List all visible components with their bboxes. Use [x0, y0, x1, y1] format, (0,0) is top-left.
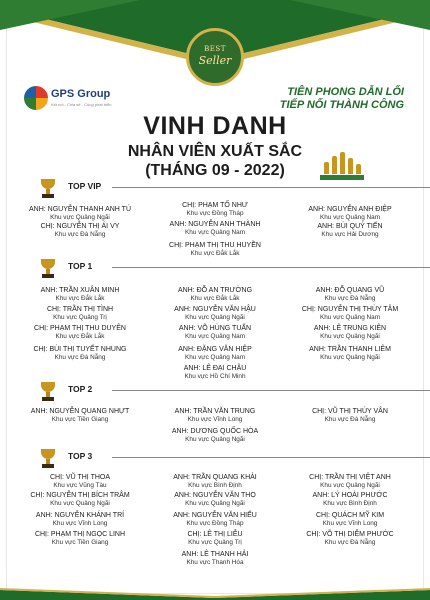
honoree-name: ANH: ĐẶNG VĂN HIỆP	[178, 346, 252, 353]
honoree	[280, 491, 420, 508]
honoree	[10, 530, 150, 547]
honoree-region: Khu vực Quảng Ngãi	[320, 333, 380, 340]
honoree-name: CHỊ: PHẠM THỊ NGỌC LINH	[34, 531, 126, 538]
honoree-name: ANH: LÊ THANH HẢI	[181, 551, 249, 558]
honoree-region: Khu vực Đắk Lắk	[55, 295, 105, 302]
honoree	[280, 345, 420, 362]
honoree-name: ANH: NGUYỄN THANH ANH TÚ	[28, 206, 132, 213]
honoree	[10, 345, 150, 362]
honoree	[145, 286, 285, 303]
honoree-region: Khu vực Thanh Hóa	[186, 559, 244, 566]
honoree-region: Khu vực Quảng Ngãi	[50, 214, 110, 221]
trophy-icon	[38, 178, 58, 200]
honoree-name: ANH: LÊ TRUNG KIÊN	[313, 325, 387, 332]
honoree-region: Khu vực Vĩnh Long	[322, 520, 378, 527]
honoree-region: Khu vực Quảng Ngãi	[185, 436, 245, 443]
honoree-region: Khu vực Đắk Lắk	[190, 295, 240, 302]
honoree	[280, 530, 420, 547]
logo-icon	[24, 86, 48, 110]
honoree-region: Khu vực Quảng Nam	[184, 333, 246, 340]
honoree-name: CHỊ: NGUYỄN THỊ BÍCH TRÂM	[30, 492, 130, 499]
honoree-region: Khu vực Quảng Nam	[184, 354, 246, 361]
honoree-name: ANH: LÊ ĐẠI CHÂU	[183, 365, 247, 372]
badge-line1: BEST	[204, 45, 226, 53]
honoree	[280, 305, 420, 322]
honoree-region: Khu vực Đà Nẵng	[324, 416, 376, 423]
honoree	[280, 407, 420, 424]
honoree-name: ANH: NGUYỄN VĂN HIẾU	[173, 512, 257, 519]
section-divider	[112, 457, 430, 458]
honoree-name: CHỊ: QUÁCH MỸ KIM	[315, 512, 385, 519]
page-period: (THÁNG 09 - 2022)	[145, 162, 285, 179]
honoree-name: ANH: TRẦN QUANG KHẢI	[173, 474, 257, 481]
section-label: TOP VIP	[68, 181, 102, 191]
honoree-name: ANH: NGUYỄN ANH ĐIỆP	[308, 206, 392, 213]
honoree-name: CHỊ: VÕ THỊ DIỄM PHƯỚC	[306, 531, 394, 538]
honoree	[10, 205, 150, 222]
honoree-name: CHỊ: PHẠM THỊ THU DUYÊN	[34, 325, 126, 332]
honoree-region: Khu vực Quảng Ngãi	[185, 500, 245, 507]
honoree	[10, 324, 150, 341]
honoree-name: ANH: NGUYỄN VĂN THỌ	[174, 492, 256, 499]
honoree-name: CHỊ: TRẦN THỊ VIỆT ANH	[309, 474, 391, 481]
page-subtitle: NHÂN VIÊN XUẤT SẮC	[127, 143, 303, 160]
section-label: TOP 3	[68, 451, 93, 461]
honoree-region: Khu vực Bình Định	[188, 482, 242, 489]
honoree	[145, 201, 285, 218]
honoree	[10, 407, 150, 424]
honoree	[280, 324, 420, 341]
honoree-region: Khu vực Quảng Trị	[188, 539, 242, 546]
logo-text: GPS Group	[51, 88, 111, 100]
honoree-region: Khu vực Đắk Lắk	[55, 333, 105, 340]
honoree-region: Khu vực Vũng Tàu	[53, 482, 107, 489]
honoree-name: ANH: TRẦN THANH LIÊM	[309, 346, 391, 353]
honoree-name: ANH: ĐỖ QUANG VŨ	[315, 287, 385, 294]
section-label: TOP 1	[68, 261, 93, 271]
honoree-region: Khu vực Quảng Nam	[184, 229, 246, 236]
honoree-region: Khu vực Tiền Giang	[51, 416, 109, 423]
honoree-name: ANH: LÝ HOÀI PHƯỚC	[312, 492, 388, 499]
honoree	[280, 286, 420, 303]
honoree	[10, 511, 150, 528]
honoree-name: ANH: ĐỖ AN TRƯỜNG	[177, 287, 253, 294]
honoree-name: ANH: TRẦN VĂN TRUNG	[174, 408, 256, 415]
honoree	[10, 491, 150, 508]
page-title: VINH DANH	[143, 112, 287, 140]
honoree-name: CHỊ: PHẠM THỊ THU HUYỀN	[169, 242, 261, 249]
honoree-region: Khu vực Tiền Giang	[51, 539, 109, 546]
honoree-region: Khu vực Quảng Ngãi	[320, 354, 380, 361]
honoree-name: CHỊ: TRẦN THỊ TÌNH	[46, 306, 114, 313]
honoree-region: Khu vực Vĩnh Long	[187, 416, 243, 423]
honoree-name: ANH: TRẦN XUÂN MINH	[40, 287, 120, 294]
honoree	[145, 345, 285, 362]
honoree	[145, 241, 285, 258]
honoree-region: Khu vực Đà Nẵng	[54, 354, 106, 361]
honoree-name: CHỊ: NGUYỄN THỊ ÁI VY	[40, 223, 120, 230]
best-seller-badge	[186, 28, 244, 86]
honoree	[145, 427, 285, 444]
honoree-region: Khu vực Quảng Ngãi	[50, 500, 110, 507]
honoree	[145, 473, 285, 490]
honoree-region: Khu vực Đắk Lắk	[190, 250, 240, 257]
honoree-region: Khu vực Hải Dương	[321, 231, 379, 238]
honoree-region: Khu vực Đà Nẵng	[324, 295, 376, 302]
honoree-region: Khu vực Quảng Ngãi	[320, 482, 380, 489]
trophy-icon	[38, 448, 58, 470]
honoree-name: CHỊ: PHẠM TỐ NHƯ	[182, 202, 248, 209]
honoree	[145, 220, 285, 237]
honoree	[145, 407, 285, 424]
honoree	[10, 222, 150, 239]
honoree-name: CHỊ: NGUYỄN THỊ THÙY TÂM	[301, 306, 399, 313]
honoree-region: Khu vực Đà Nẵng	[54, 231, 106, 238]
honoree-name: ANH: VÕ HÙNG TUẤN	[178, 325, 252, 332]
honoree-name: ANH: DƯƠNG QUỐC HÒA	[171, 428, 259, 435]
bottom-decoration	[0, 586, 430, 600]
honoree	[280, 222, 420, 239]
honoree-name: ANH: BÙI QUÝ TIẾN	[317, 223, 383, 230]
section-divider	[112, 390, 430, 391]
honoree-region: Khu vực Quảng Ngãi	[185, 314, 245, 321]
honoree-name: CHỊ: LÊ THỊ LIỄU	[187, 531, 243, 538]
section-label: TOP 2	[68, 384, 93, 394]
honoree-name: CHỊ: VŨ THỊ THOA	[49, 474, 111, 481]
honoree-region: Khu vực Bình Định	[323, 500, 377, 507]
honoree-name: ANH: NGUYỄN VĂN HẬU	[174, 306, 256, 313]
honoree-name: ANH: NGUYỄN KHÁNH TRÍ	[35, 512, 125, 519]
honoree	[145, 511, 285, 528]
honoree	[145, 530, 285, 547]
company-logo	[24, 86, 114, 112]
honoree-region: Khu vực Quảng Nam	[319, 314, 381, 321]
honoree	[280, 473, 420, 490]
trophy-icon	[38, 381, 58, 403]
honoree-name: CHỊ: VŨ THỊ THÚY VÂN	[312, 408, 388, 415]
honoree	[280, 205, 420, 222]
honoree-region: Khu vực Quảng Trị	[53, 314, 107, 321]
logo-tagline: Kết nối - Chia sẻ - Cùng phát triển	[51, 102, 112, 107]
honoree	[10, 305, 150, 322]
honoree-region: Khu vực Đồng Tháp	[186, 520, 244, 527]
honoree-region: Khu vực Quảng Nam	[319, 214, 381, 221]
slogan-line1: TIÊN PHONG DẪN LỐI	[287, 86, 404, 98]
honoree-region: Khu vực Vĩnh Long	[52, 520, 108, 527]
trophy-icon	[38, 258, 58, 280]
slogan-line2: TIẾP NỐI THÀNH CÔNG	[279, 99, 404, 111]
honoree	[145, 324, 285, 341]
honoree-region: Khu vực Đồng Tháp	[186, 210, 244, 217]
honoree	[10, 473, 150, 490]
honoree-region: Khu vực Hồ Chí Minh	[184, 373, 246, 380]
honoree	[145, 305, 285, 322]
honoree-name: ANH: NGUYỄN QUANG NHỰT	[30, 408, 130, 415]
section-divider	[112, 187, 430, 188]
honoree	[145, 491, 285, 508]
honoree	[280, 511, 420, 528]
section-divider	[112, 267, 430, 268]
honoree	[145, 364, 285, 381]
honoree	[145, 550, 285, 567]
honoree-region: Khu vực Đà Nẵng	[324, 539, 376, 546]
badge-line2: Seller	[198, 54, 232, 67]
honoree-name: CHỊ: BÙI THỊ TUYẾT NHUNG	[33, 346, 127, 353]
trophies-icon	[320, 150, 364, 180]
honoree-name: ANH: NGUYỄN ANH THÀNH	[169, 221, 261, 228]
honoree	[10, 286, 150, 303]
